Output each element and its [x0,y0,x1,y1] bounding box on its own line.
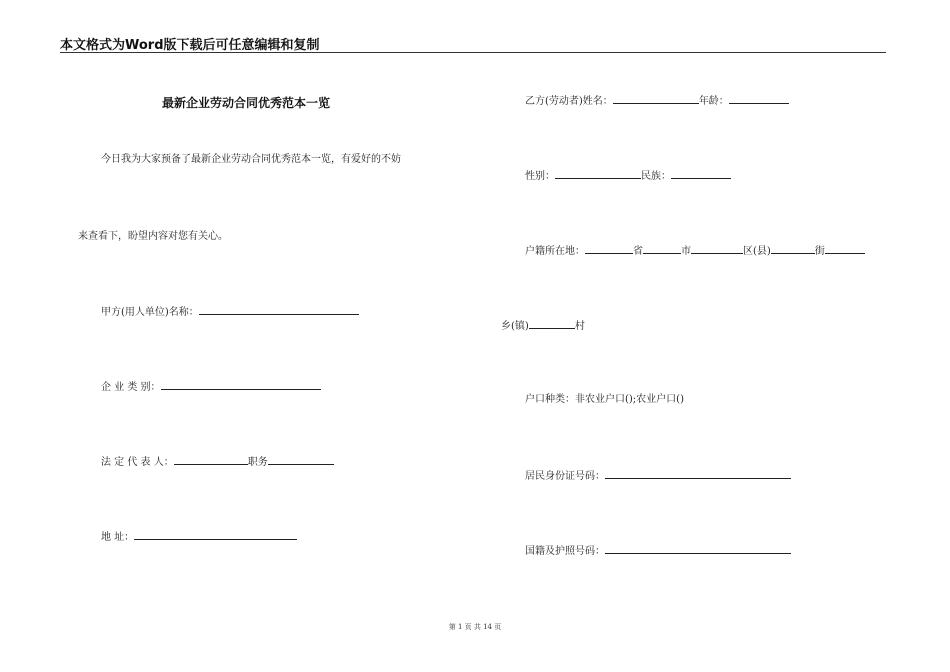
gender-blank[interactable] [555,168,641,179]
address-label: 地 址： [101,532,135,543]
hukou-type-row [525,393,684,407]
ethnicity-label: 民族： [641,171,671,182]
street-label: 街 [814,246,825,257]
party-a-label: 甲方(用人单位)名称： [101,307,199,318]
household-row [525,243,865,259]
city-blank[interactable] [643,243,681,254]
age-label: 年龄： [698,96,729,107]
province-label: 省 [633,246,643,257]
street-blank[interactable] [771,243,815,254]
document-header [60,34,886,53]
address-row [101,529,297,545]
company-type-label: 企 业 类 别： [101,382,161,393]
age-blank[interactable] [729,93,789,104]
id-label: 居民身份证号码： [525,471,605,482]
party-a-blank[interactable] [199,304,359,315]
company-type-blank[interactable] [161,379,321,390]
village-label: 村 [574,321,585,332]
party-b-row [525,93,789,109]
legal-rep-label: 法 定 代 表 人： [101,457,174,468]
city-label: 市 [681,246,691,257]
gender-row [525,168,731,184]
position-blank[interactable] [268,454,334,465]
party-b-name-blank[interactable] [613,93,699,104]
passport-row [525,543,791,559]
passport-blank[interactable] [605,543,791,554]
document-title: 最新企业劳动合同优秀范本一览 [162,96,331,110]
street-tail-blank[interactable] [825,243,865,254]
hukou-type-label: 户口种类：非农业户口();农业户口() [525,394,684,405]
id-row [525,468,791,484]
company-type-row [101,379,321,395]
party-b-label: 乙方(劳动者)姓名： [525,96,613,107]
intro-line-2: 来查看下，盼望内容对您有关心。 [78,231,228,242]
district-label: 区(县) [743,246,771,257]
gender-label: 性别： [525,171,555,182]
province-blank[interactable] [585,243,633,254]
passport-label: 国籍及护照号码： [525,546,605,557]
district-blank[interactable] [691,243,743,254]
page-footer: 第 1 页 共 14 页 [448,623,502,631]
intro-line-1: 今日我为大家预备了最新企业劳动合同优秀范本一览，有爱好的不妨 [101,154,401,165]
party-a-row [101,304,359,320]
township-row [501,318,585,334]
id-blank[interactable] [605,468,791,479]
address-blank[interactable] [134,529,297,540]
household-label: 户籍所在地： [525,246,585,257]
legal-rep-row [101,454,334,470]
legal-rep-blank[interactable] [174,454,248,465]
header-text: 本文格式为Word版下载后可任意编辑和复制 [60,38,320,53]
ethnicity-blank[interactable] [671,168,731,179]
township-blank[interactable] [529,318,575,329]
position-label: 职务 [247,457,268,468]
township-label: 乡(镇) [501,321,529,332]
